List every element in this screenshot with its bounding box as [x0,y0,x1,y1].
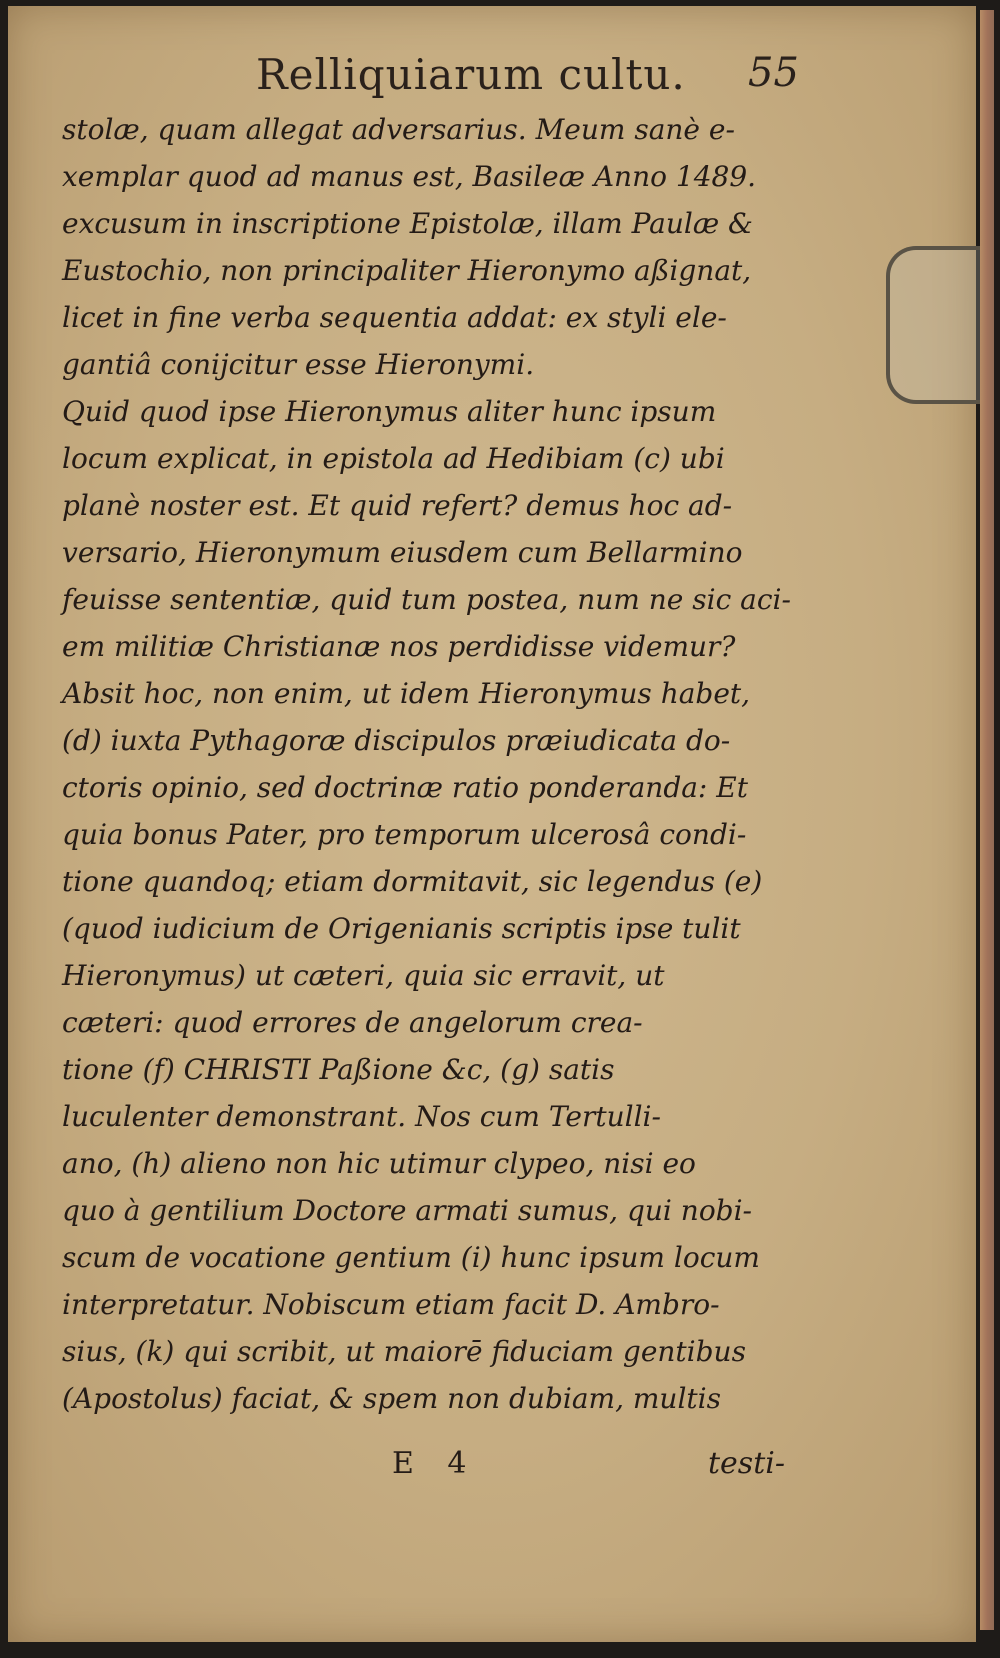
text-line: Hieronymus) ut cæteri, quia sic erravit, ut [62,959,665,992]
book-page [8,6,976,1642]
text-line: cæteri: quod errores de angelorum crea- [62,1006,643,1039]
text-line: quia bonus Pater, pro temporum ulcerosâ condi- [62,818,747,851]
text-line: sius, (k) qui scribit, ut maiorē fiduciam gentibus [62,1335,746,1368]
text-line: gantiâ conijcitur esse Hieronymi. [62,348,535,381]
text-line: quo à gentilium Doctore armati sumus, qui nobi- [62,1194,753,1227]
text-line: luculenter demonstrant. Nos cum Tertulli- [62,1100,661,1133]
text-line: Absit hoc, non enim, ut idem Hieronymus habet, [62,677,751,710]
text-line: scum de vocatione gentium (i) hunc ipsum locum [62,1241,760,1274]
text-line: Quid quod ipse Hieronymus aliter hunc ipsum [62,395,717,428]
text-line: ctoris opinio, sed doctrinæ ratio ponderanda: Et [62,771,748,804]
text-line: xemplar quod ad manus est, Basileæ Anno 1489. [62,160,757,193]
body-text [62,106,822,1422]
text-line: licet in fine verba sequentia addat: ex styli ele- [62,301,727,334]
text-line: interpretatur. Nobiscum etiam facit D. Ambro- [62,1288,720,1321]
text-line: locum explicat, in epistola ad Hedibiam (c) ubi [62,442,725,475]
text-line: excusum in inscriptione Epistolæ, illam Paulæ & [62,207,753,240]
catchword: testi- [708,1446,785,1481]
page-header [8,42,976,102]
running-title: Relliquiarum cultu. [256,50,686,99]
text-line: feuisse sententiæ, quid tum postea, num ne sic aci- [62,583,791,616]
text-line: tione (f) CHRISTI Paßione &c, (g) satis [62,1053,615,1086]
page-edge [980,10,994,1630]
page-footer [8,1446,976,1506]
signature-mark: E 4 [392,1446,479,1481]
text-line: Eustochio, non principaliter Hieronymo aßignat, [62,254,752,287]
text-line: stolæ, quam allegat adversarius. Meum sanè e- [62,113,735,146]
text-line: ano, (h) alieno non hic utimur clypeo, nisi eo [62,1147,696,1180]
binder-clip [886,246,980,404]
text-line: (Apostolus) faciat, & spem non dubiam, multis [62,1382,721,1415]
text-line: (d) iuxta Pythagoræ discipulos præiudicata do- [62,724,731,757]
text-line: em militiæ Christianæ nos perdidisse videmur? [62,630,736,663]
text-line: planè noster est. Et quid refert? demus hoc ad- [62,489,733,522]
text-line: versario, Hieronymum eiusdem cum Bellarmino [62,536,743,569]
text-line: tione quandoq; etiam dormitavit, sic legendus (e) [62,865,763,898]
text-line: (quod iudicium de Origenianis scriptis ipse tulit [62,912,741,945]
page-number: 55 [748,50,799,96]
